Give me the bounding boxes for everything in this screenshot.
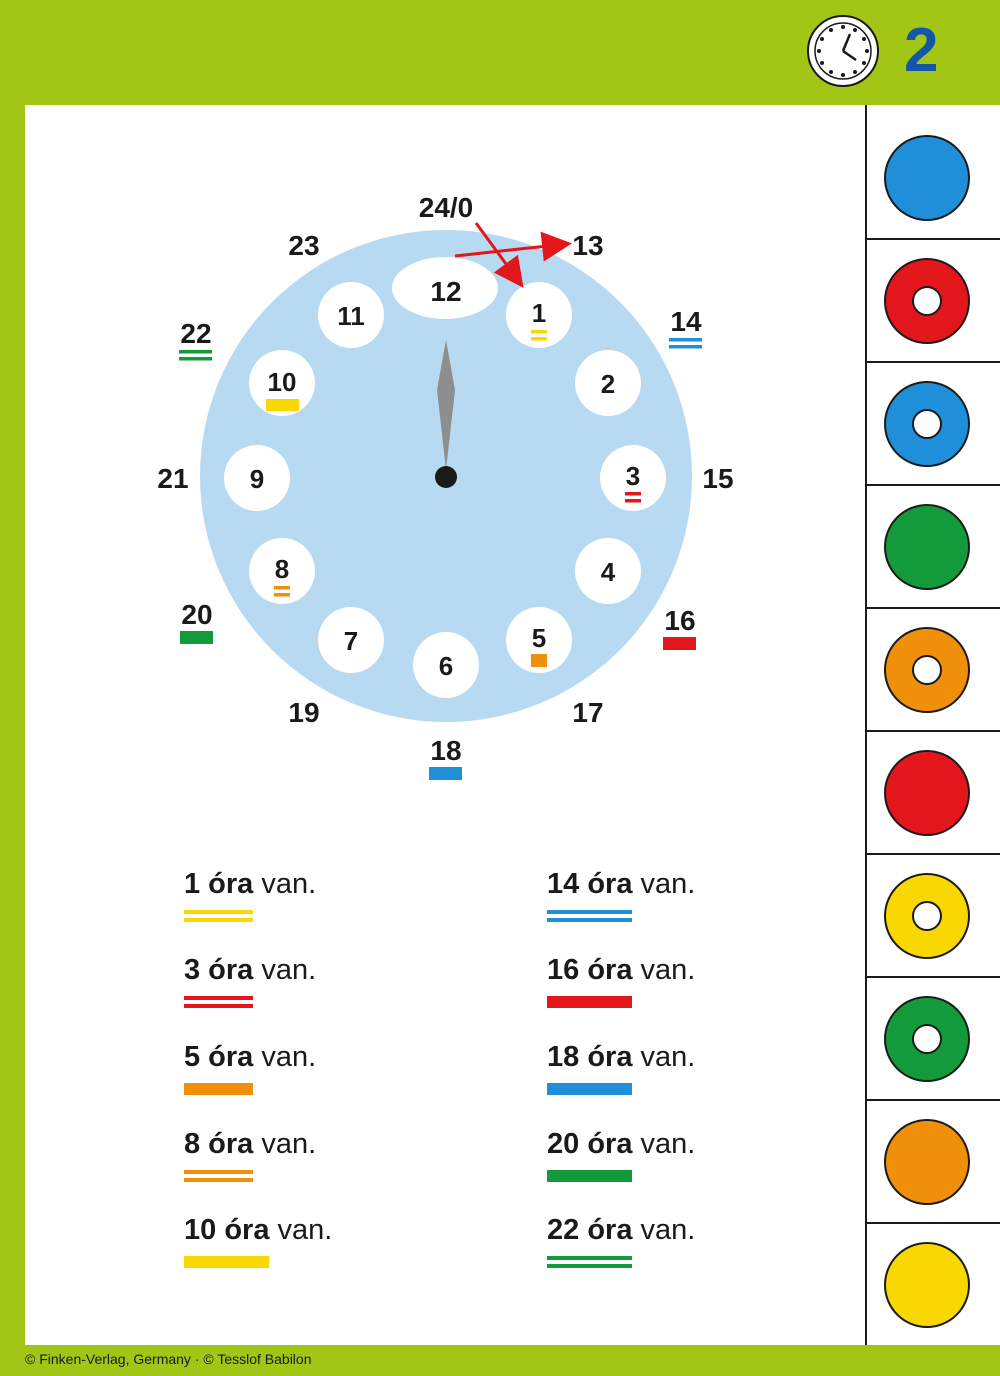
- hour-17: 17: [572, 697, 604, 728]
- hour-14: 14: [670, 306, 702, 337]
- sentence-rest: van.: [632, 1128, 696, 1160]
- hour-22: 22: [180, 318, 212, 349]
- sentence-rest: van.: [253, 1128, 317, 1160]
- hour-phrase: 1 óra: [184, 868, 254, 900]
- hour-12: 12: [430, 276, 462, 307]
- hour-3: 3: [625, 461, 641, 491]
- hour-16: 16: [664, 605, 696, 636]
- hour-18: 18: [430, 735, 462, 766]
- sentence-5-ora: [184, 1041, 316, 1074]
- hour-23: 23: [288, 230, 320, 261]
- sentence-10-ora: [184, 1214, 332, 1247]
- sentence-rest: van.: [632, 1041, 696, 1073]
- color-underline: [547, 996, 632, 1008]
- color-underline: [184, 1170, 253, 1186]
- sentence-rest: van.: [632, 954, 696, 986]
- color-underline: [184, 1083, 253, 1095]
- dot-hole: [912, 1024, 942, 1054]
- sentence-rest: van.: [253, 1041, 317, 1073]
- hour-5: 5: [531, 623, 547, 653]
- sentence-22-ora: [547, 1214, 695, 1247]
- color-cell-5[interactable]: [867, 611, 1000, 732]
- dot-hole: [912, 409, 942, 439]
- color-dot[interactable]: [884, 996, 970, 1082]
- dot-hole: [912, 901, 942, 931]
- hour-phrase: 20 óra: [547, 1128, 633, 1160]
- color-dot[interactable]: [884, 504, 970, 590]
- color-cell-6[interactable]: [867, 734, 1000, 855]
- hour-7: 7: [343, 626, 359, 656]
- hour-15: 15: [702, 463, 734, 494]
- color-dot[interactable]: [884, 135, 970, 221]
- sentence-1-ora: [184, 868, 316, 901]
- color-cell-8[interactable]: [867, 980, 1000, 1101]
- color-dot[interactable]: [884, 1242, 970, 1328]
- hour-phrase: 22 óra: [547, 1214, 633, 1246]
- hour-9: 9: [249, 464, 265, 494]
- color-underline: [184, 1256, 269, 1268]
- color-underline: [184, 996, 253, 1012]
- hour-phrase: 16 óra: [547, 954, 633, 986]
- hour-21: 21: [157, 463, 189, 494]
- color-underline: [184, 910, 253, 926]
- copyright-footer: © Finken-Verlag, Germany · © Tesslof Babilon: [25, 1351, 312, 1367]
- label-24-0: 24/0: [418, 192, 474, 223]
- hour-19: 19: [288, 697, 320, 728]
- hour-phrase: 3 óra: [184, 954, 254, 986]
- sentence-8-ora: [184, 1128, 316, 1161]
- sentence-16-ora: [547, 954, 695, 987]
- sentence-20-ora: [547, 1128, 695, 1161]
- hour-8: 8: [274, 554, 290, 584]
- hour-10: 10: [267, 367, 297, 397]
- color-underline: [547, 1256, 632, 1272]
- hour-20: 20: [181, 599, 213, 630]
- sentence-18-ora: [547, 1041, 695, 1074]
- hour-13: 13: [572, 230, 604, 261]
- color-dot[interactable]: [884, 627, 970, 713]
- color-dot[interactable]: [884, 381, 970, 467]
- hour-4: 4: [600, 557, 616, 587]
- sentence-rest: van.: [632, 1214, 696, 1246]
- sentence-rest: van.: [253, 954, 317, 986]
- color-dot[interactable]: [884, 873, 970, 959]
- hour-phrase: 8 óra: [184, 1128, 254, 1160]
- hour-phrase: 18 óra: [547, 1041, 633, 1073]
- hour-phrase: 10 óra: [184, 1214, 270, 1246]
- dot-hole: [912, 655, 942, 685]
- sentence-rest: van.: [253, 868, 317, 900]
- color-underline: [547, 910, 632, 926]
- color-dot[interactable]: [884, 258, 970, 344]
- page-number: 2: [904, 16, 939, 85]
- color-underline: [547, 1170, 632, 1182]
- hour-1: 1: [531, 298, 547, 328]
- sentence-rest: van.: [632, 868, 696, 900]
- color-cell-1[interactable]: [867, 119, 1000, 240]
- color-cell-4[interactable]: [867, 488, 1000, 609]
- color-cell-3[interactable]: [867, 365, 1000, 486]
- hour-6: 6: [438, 651, 454, 681]
- sentence-14-ora: [547, 868, 695, 901]
- clock-center: [435, 466, 457, 488]
- hour-phrase: 5 óra: [184, 1041, 254, 1073]
- color-cell-10[interactable]: [867, 1226, 1000, 1347]
- hour-phrase: 14 óra: [547, 868, 633, 900]
- sentence-3-ora: [184, 954, 316, 987]
- color-cell-2[interactable]: [867, 242, 1000, 363]
- sentence-rest: van.: [269, 1214, 333, 1246]
- hour-11: 11: [337, 301, 365, 331]
- color-dot[interactable]: [884, 750, 970, 836]
- dot-hole: [912, 286, 942, 316]
- color-cell-9[interactable]: [867, 1103, 1000, 1224]
- color-cell-7[interactable]: [867, 857, 1000, 978]
- hour-2: 2: [600, 369, 616, 399]
- color-underline: [547, 1083, 632, 1095]
- color-dot[interactable]: [884, 1119, 970, 1205]
